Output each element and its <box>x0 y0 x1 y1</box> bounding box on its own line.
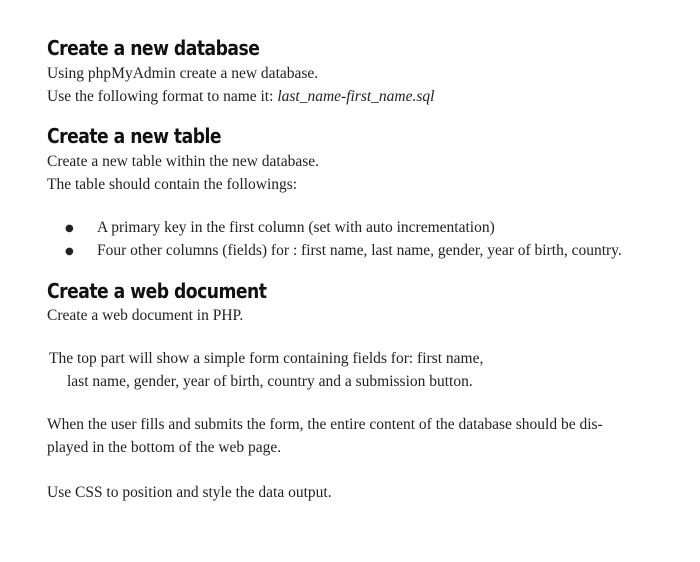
bullet-item-other-columns: Four other columns (fields) for : first name, last name, gender, year of birth, country. <box>97 242 622 259</box>
output-description-line1: When the user fills and submits the form, the entire content of the database should be dis- <box>47 416 603 433</box>
table-instruction: Create a new table within the new database. <box>47 153 319 170</box>
database-instruction: Using phpMyAdmin create a new database. <box>47 65 319 82</box>
heading-create-table: Create a new table <box>47 124 222 148</box>
form-description-line2: last name, gender, year of birth, country and a submission button. <box>67 373 473 390</box>
output-description-line2: played in the bottom of the web page. <box>47 439 282 456</box>
bullet-icon: ● <box>65 223 74 234</box>
database-name-format <box>47 88 434 106</box>
format-filename: last_name-first_name.sql <box>277 88 435 105</box>
table-contents-intro: The table should contain the followings: <box>47 176 298 193</box>
bullet-item-primary-key: A primary key in the first column (set with auto incrementation) <box>97 219 495 236</box>
css-instruction: Use CSS to position and style the data output. <box>47 484 332 501</box>
format-prefix: Use the following format to name it: <box>47 88 278 105</box>
form-description-line1: The top part will show a simple form containing fields for: first name, <box>49 350 484 367</box>
bullet-icon: ● <box>65 246 74 257</box>
web-document-instruction: Create a web document in PHP. <box>47 307 244 324</box>
heading-create-web-document: Create a web document <box>47 279 267 303</box>
heading-create-database: Create a new database <box>47 36 260 60</box>
